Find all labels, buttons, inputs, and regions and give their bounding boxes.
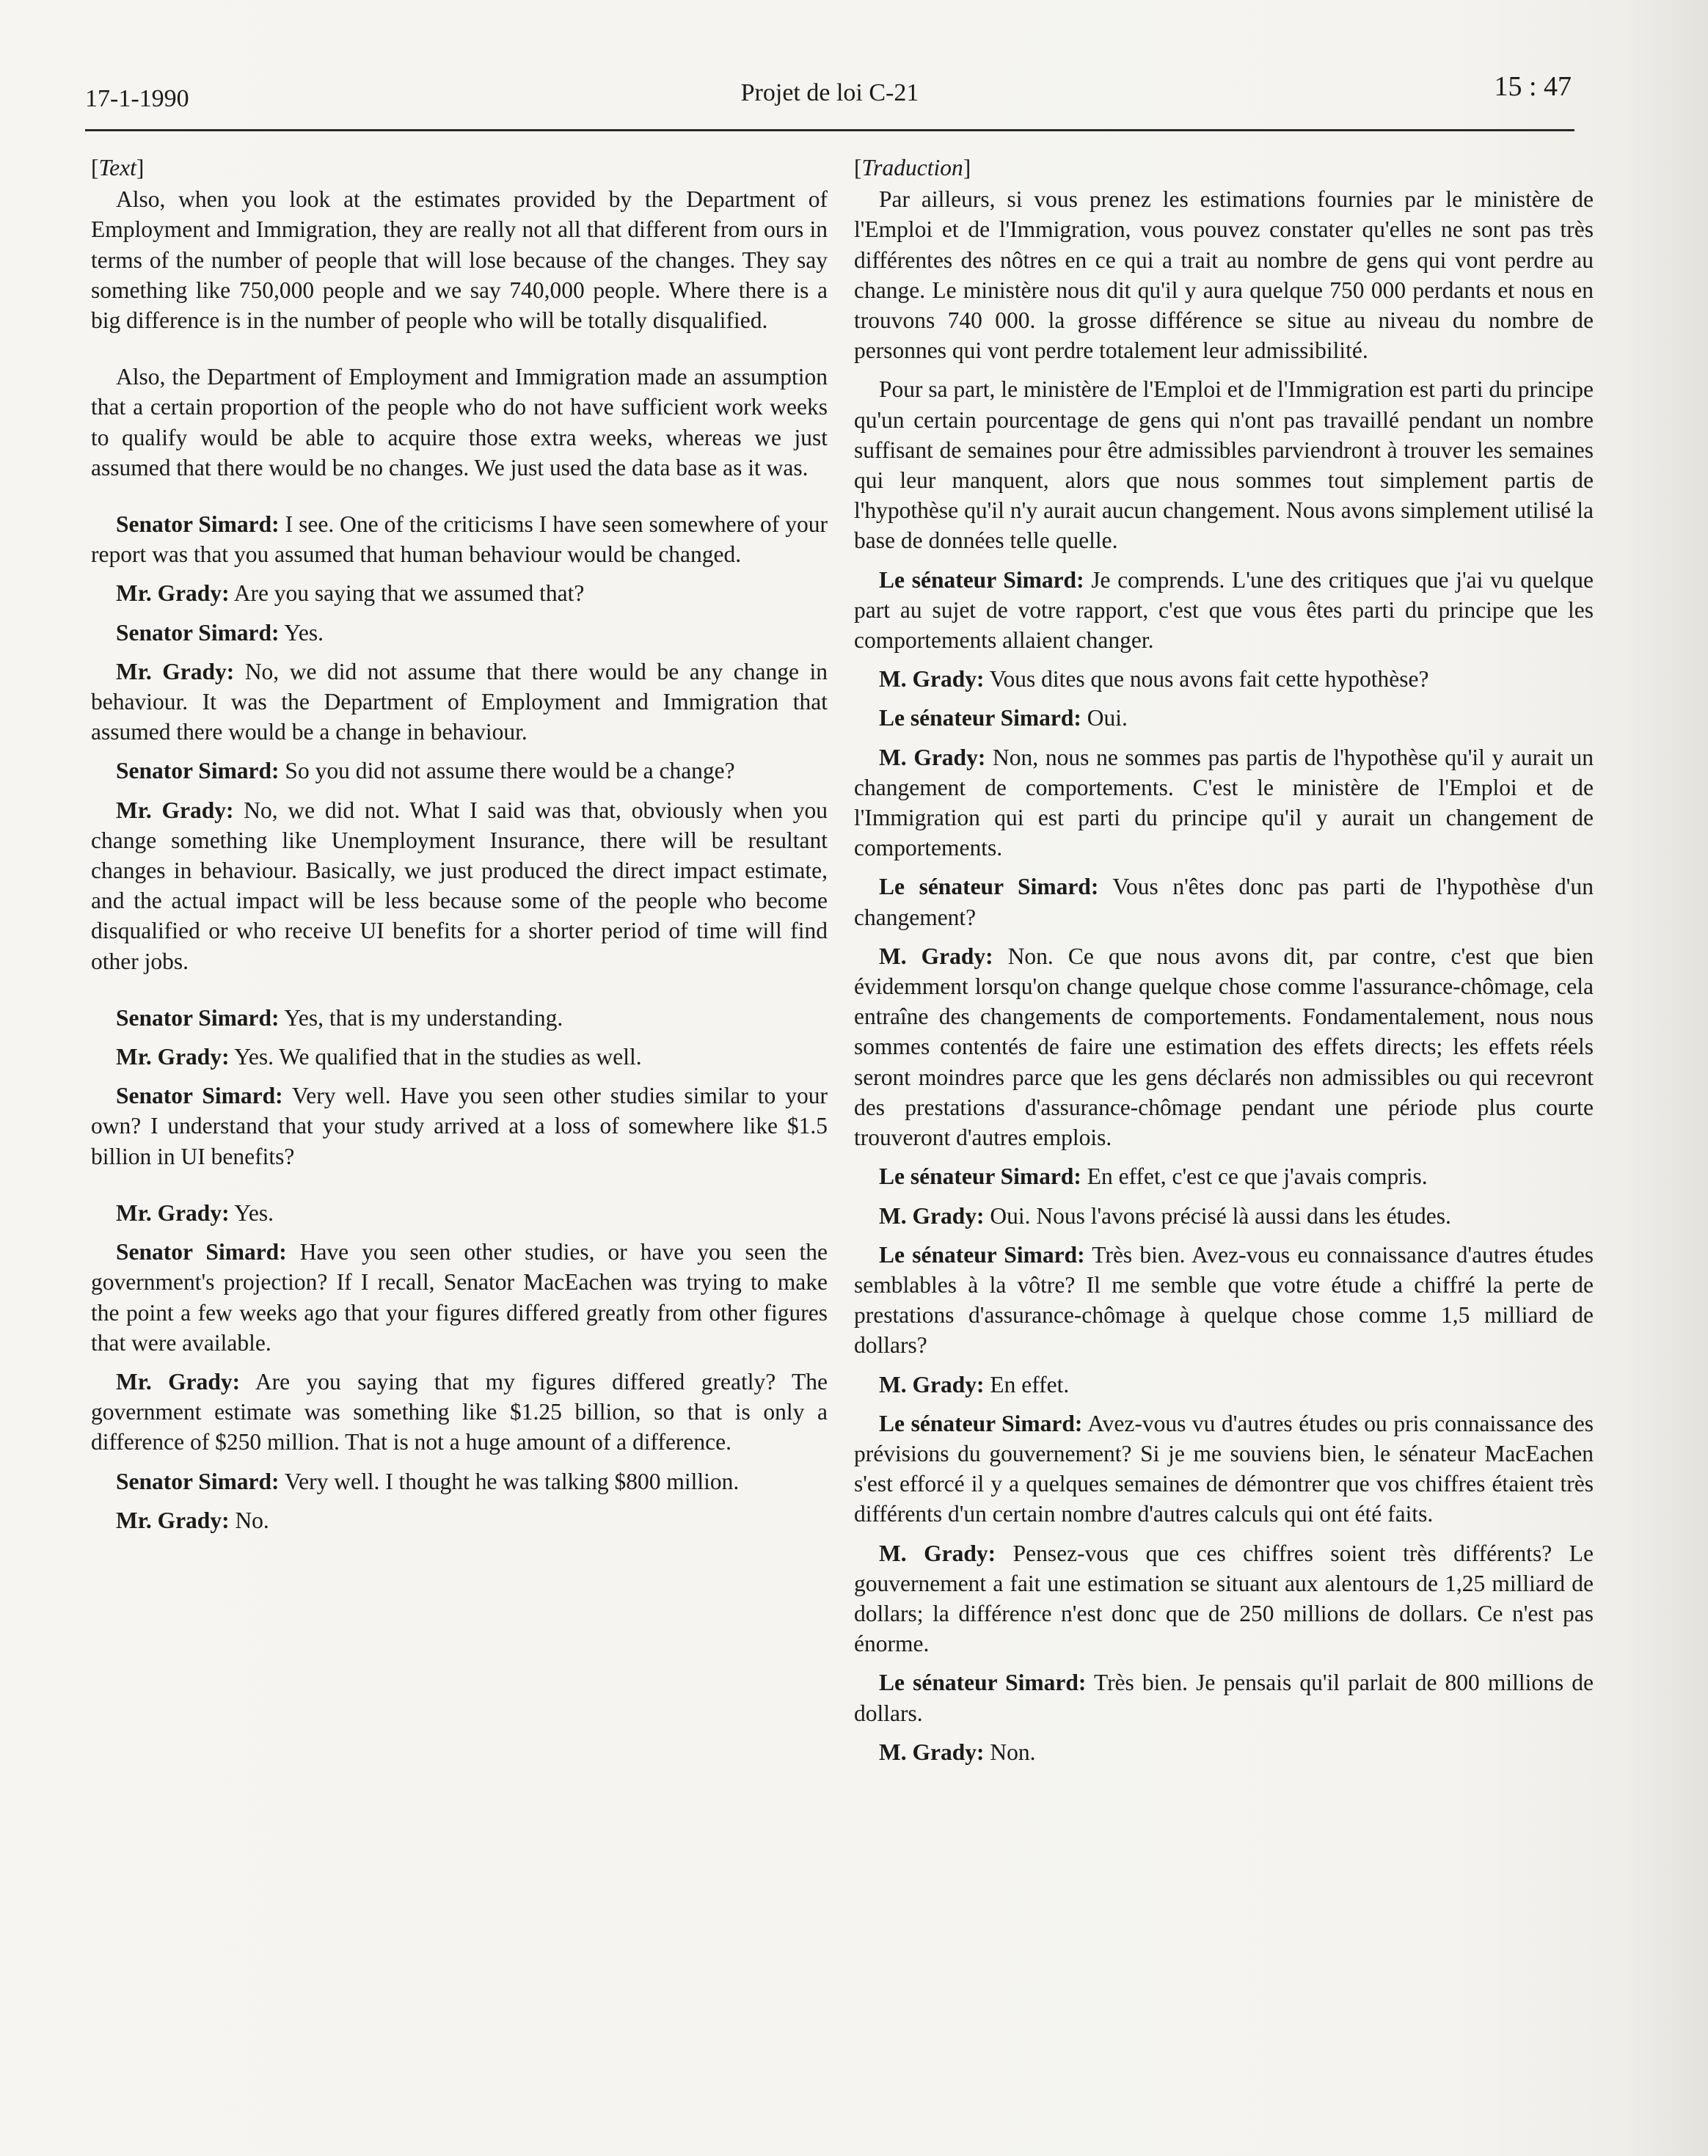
speaker-name: Senator Simard: [116, 619, 280, 646]
speaker-name: Le sénateur Simard: [879, 1241, 1085, 1268]
speaker-name: M. Grady: [879, 943, 993, 969]
speaker-paragraph [91, 657, 828, 748]
speaker-paragraph [854, 1737, 1594, 1767]
paragraph-text: Très bien. Je pensais qu'il parlait de 800 millions de dollars. [854, 1670, 1594, 1726]
speaker-name: Senator Simard: [116, 1239, 287, 1265]
speaker-name: Le sénateur Simard: [879, 566, 1084, 593]
paragraph-text: Oui. Nous l'avons précisé là aussi dans les études. [990, 1202, 1451, 1229]
paragraph-text: Also, the Department of Employment and Immigration made an assumption that a certain proportion of the people who do not have sufficient work weeks to qualify would be able to acquire those extra weeks, whereas we just assumed that there would be no changes. We just used the data base as it was. [91, 364, 828, 480]
speaker-paragraph [854, 742, 1594, 863]
paragraph-text: Pensez-vous que ces chiffres soient très différents? Le gouvernement a fait une estimation se situant aux alentours de 1,25 milliard de dollars; la différence n'est donc que de 250 millions de dollars. Ce n'est pas énorme. [854, 1540, 1594, 1657]
speaker-name: Le sénateur Simard: [879, 1163, 1081, 1190]
speaker-name: Mr. Grady: [116, 580, 230, 607]
speaker-name: Mr. Grady: [116, 1044, 230, 1070]
text-paragraph [91, 362, 828, 483]
speaker-paragraph [91, 1042, 828, 1072]
speaker-paragraph [91, 1003, 828, 1033]
speaker-name: M. Grady: [879, 666, 985, 693]
column-label: [Traduction] [854, 155, 971, 180]
paragraph-text: Vous n'êtes donc pas parti de l'hypothèse d'un changement? [854, 874, 1594, 930]
paragraph-text: Yes. We qualified that in the studies as well. [234, 1044, 642, 1070]
speaker-paragraph [854, 1201, 1594, 1231]
paragraph-text: Pour sa part, le ministère de l'Emploi et de l'Immigration est parti du principe qu'un certain pourcentage de gens qui n'ont pas travaillé pendant un nombre suffisant de semaines pour être admissibles parviendront à trouver les semaines qui leur manquent, alors que nous sommes tout simplement partis de l'hypothèse qu'il n'y aurait aucun changement. Nous avons simplement utilisé la base de données telle quelle. [854, 376, 1594, 554]
speaker-name: Le sénateur Simard: [879, 874, 1099, 900]
speaker-paragraph [91, 795, 828, 976]
paragraph-text: I see. One of the criticisms I have seen somewhere of your report was that you assumed that human behaviour would be changed. [91, 511, 828, 568]
speaker-name: Mr. Grady: [116, 1199, 230, 1226]
speaker-paragraph [91, 578, 828, 608]
speaker-name: M. Grady: [879, 1540, 996, 1566]
paragraph-text: Oui. [1087, 705, 1128, 731]
speaker-paragraph [854, 664, 1594, 694]
speaker-paragraph [854, 1370, 1594, 1400]
speaker-paragraph [854, 565, 1594, 656]
speaker-paragraph [854, 1538, 1594, 1659]
paragraph-text: So you did not assume there would be a change? [285, 758, 735, 784]
paragraph-text: Yes. [284, 619, 324, 646]
speaker-name: Mr. Grady: [116, 797, 234, 823]
paragraph-text: No, we did not assume that there would be any change in behaviour. It was the Department of Employment and Immigration that assumed there would be a change in behaviour. [91, 658, 828, 745]
speaker-name: Senator Simard: [116, 758, 280, 784]
paragraph-text: Very well. Have you seen other studies similar to your own? I understand that your study arrived at a loss of somewhere like $1.5 billion in UI benefits? [91, 1083, 828, 1169]
column-label: [Text] [91, 155, 145, 180]
speaker-paragraph [91, 1237, 828, 1358]
paragraph-text: Non. Ce que nous avons dit, par contre, c'est que bien évidemment lorsqu'on change quelque chose comme l'assurance-chômage, cela entraîne des changements de comportements. Fondamentalement, nous nous sommes contentés de faire une estimation des effets directs; les effets réels seront moindres parce que les gens déclarés non admissibles ou qui recevront des prestations d'assurance-chômage pendant une période plus courte trouveront d'autres emplois. [854, 943, 1594, 1151]
header-date: 17-1-1990 [85, 85, 189, 112]
speaker-name: Mr. Grady: [116, 1368, 241, 1395]
paragraph-text: Très bien. Avez-vous eu connaissance d'autres études semblables à la vôtre? Il me semble que votre étude a chiffré la perte de prestations d'assurance-chômage à quelque chose comme 1,5 milliard de dollars? [854, 1241, 1594, 1359]
speaker-paragraph [91, 1367, 828, 1458]
speaker-paragraph [854, 1161, 1594, 1191]
speaker-name: Senator Simard: [116, 1083, 283, 1109]
page-edge-shadow [1620, 0, 1708, 2156]
paragraph-text: Avez-vous vu d'autres études ou pris connaissance des prévisions du gouvernement? Si je me souviens bien, le sénateur MacEachen s'est efforcé il y a quelques semaines de démontrer que vos chiffres étaient très différents d'un certain nombre d'autres calculs qui ont été faits. [854, 1410, 1594, 1527]
paragraph-text: No. [235, 1507, 269, 1533]
paragraph-text: Vous dites que nous avons fait cette hypothèse? [989, 666, 1429, 693]
speaker-name: Senator Simard: [116, 511, 280, 538]
paragraph-text: Very well. I thought he was talking $800 million. [284, 1468, 740, 1494]
paragraph-text: Have you seen other studies, or have you seen the government's projection? If I recall, Senator MacEachen was trying to make the point a few weeks ago that your figures differed greatly from other figures that were available. [91, 1239, 828, 1356]
speaker-name: M. Grady: [879, 1371, 985, 1397]
speaker-name: M. Grady: [879, 1739, 985, 1765]
speaker-paragraph [91, 618, 828, 648]
paragraph-text: Non, nous ne sommes pas partis de l'hypothèse qu'il y aurait un changement de comportements. C'est le ministère de l'Emploi et de l'Immigration qui est parti du principe qu'il y aurait un changement de comportements. [854, 744, 1594, 861]
text-paragraph [91, 184, 828, 335]
text-paragraph [854, 374, 1594, 555]
paragraph-text: Je comprends. L'une des critiques que j'ai vu quelque part au sujet de votre rapport, c'est que vous êtes parti du principe que les comportements allaient changer. [854, 566, 1594, 654]
speaker-paragraph [854, 871, 1594, 932]
paragraph-text: Par ailleurs, si vous prenez les estimations fournies par le ministère de l'Emploi et de l'Immigration, vous pouvez constater qu'elles ne sont pas très différentes des nôtres en ce qui a trait au nombre de gens qui vont perdre au change. Le ministère nous dit qu'il y aura quelque 750 000 perdants et nous en trouvons 740 000. la grosse différence se situe au niveau du nombre de personnes qui vont perdre totalement leur admissibilité. [854, 186, 1594, 364]
speaker-name: Senator Simard: [116, 1468, 280, 1494]
paragraph-text: Also, when you look at the estimates provided by the Department of Employment and Immigration, they are really not all that different from ours in terms of the number of people that will lose because of the changes. They say something like 750,000 people and we say 740,000 people. Where there is a big difference is in the number of people who will be totally disqualified. [91, 186, 828, 334]
speaker-paragraph [854, 1667, 1594, 1728]
speaker-name: Le sénateur Simard: [879, 705, 1081, 731]
speaker-paragraph [854, 1408, 1594, 1530]
text-paragraph [854, 184, 1594, 365]
speaker-paragraph [91, 1081, 828, 1172]
speaker-paragraph [91, 1505, 828, 1535]
page-header [85, 70, 1574, 131]
speaker-paragraph [91, 1466, 828, 1497]
speaker-paragraph [854, 941, 1594, 1152]
paragraph-text: En effet. [990, 1371, 1070, 1397]
paragraph-text: Are you saying that my figures differed greatly? The government estimate was something like $1.25 billion, so that is only a difference of $250 million. That is not a huge amount of a difference. [91, 1368, 828, 1455]
speaker-paragraph [91, 509, 828, 569]
speaker-name: Senator Simard: [116, 1004, 280, 1031]
speaker-paragraph [91, 1198, 828, 1228]
paragraph-text: En effet, c'est ce que j'avais compris. [1087, 1163, 1428, 1190]
speaker-name: Mr. Grady: [116, 1507, 230, 1533]
paragraph-text: Non. [990, 1739, 1036, 1765]
speaker-name: M. Grady: [879, 1202, 985, 1229]
speaker-name: Mr. Grady: [116, 658, 235, 684]
speaker-name: Le sénateur Simard: [879, 1410, 1083, 1436]
header-page-number: 15 : 47 [1494, 71, 1572, 102]
paragraph-text: Are you saying that we assumed that? [233, 580, 585, 607]
french-column [854, 153, 1594, 1776]
speaker-name: M. Grady: [879, 744, 986, 770]
english-column [91, 153, 828, 1544]
header-title: Projet de loi C-21 [740, 79, 919, 106]
paragraph-text: Yes, that is my understanding. [284, 1004, 563, 1031]
speaker-paragraph [854, 1240, 1594, 1361]
speaker-name: Le sénateur Simard: [879, 1670, 1087, 1696]
speaker-paragraph [91, 756, 828, 786]
paragraph-text: Yes. [234, 1199, 274, 1226]
paragraph-text: No, we did not. What I said was that, obviously when you change something like Unemployment Insurance, there will be resultant changes in behaviour. Basically, we just produced the direct impact estimate, and the actual impact will be less because some of the people who become disqualified or who receive UI benefits for a shorter period of time will find other jobs. [91, 797, 828, 974]
speaker-paragraph [854, 703, 1594, 733]
